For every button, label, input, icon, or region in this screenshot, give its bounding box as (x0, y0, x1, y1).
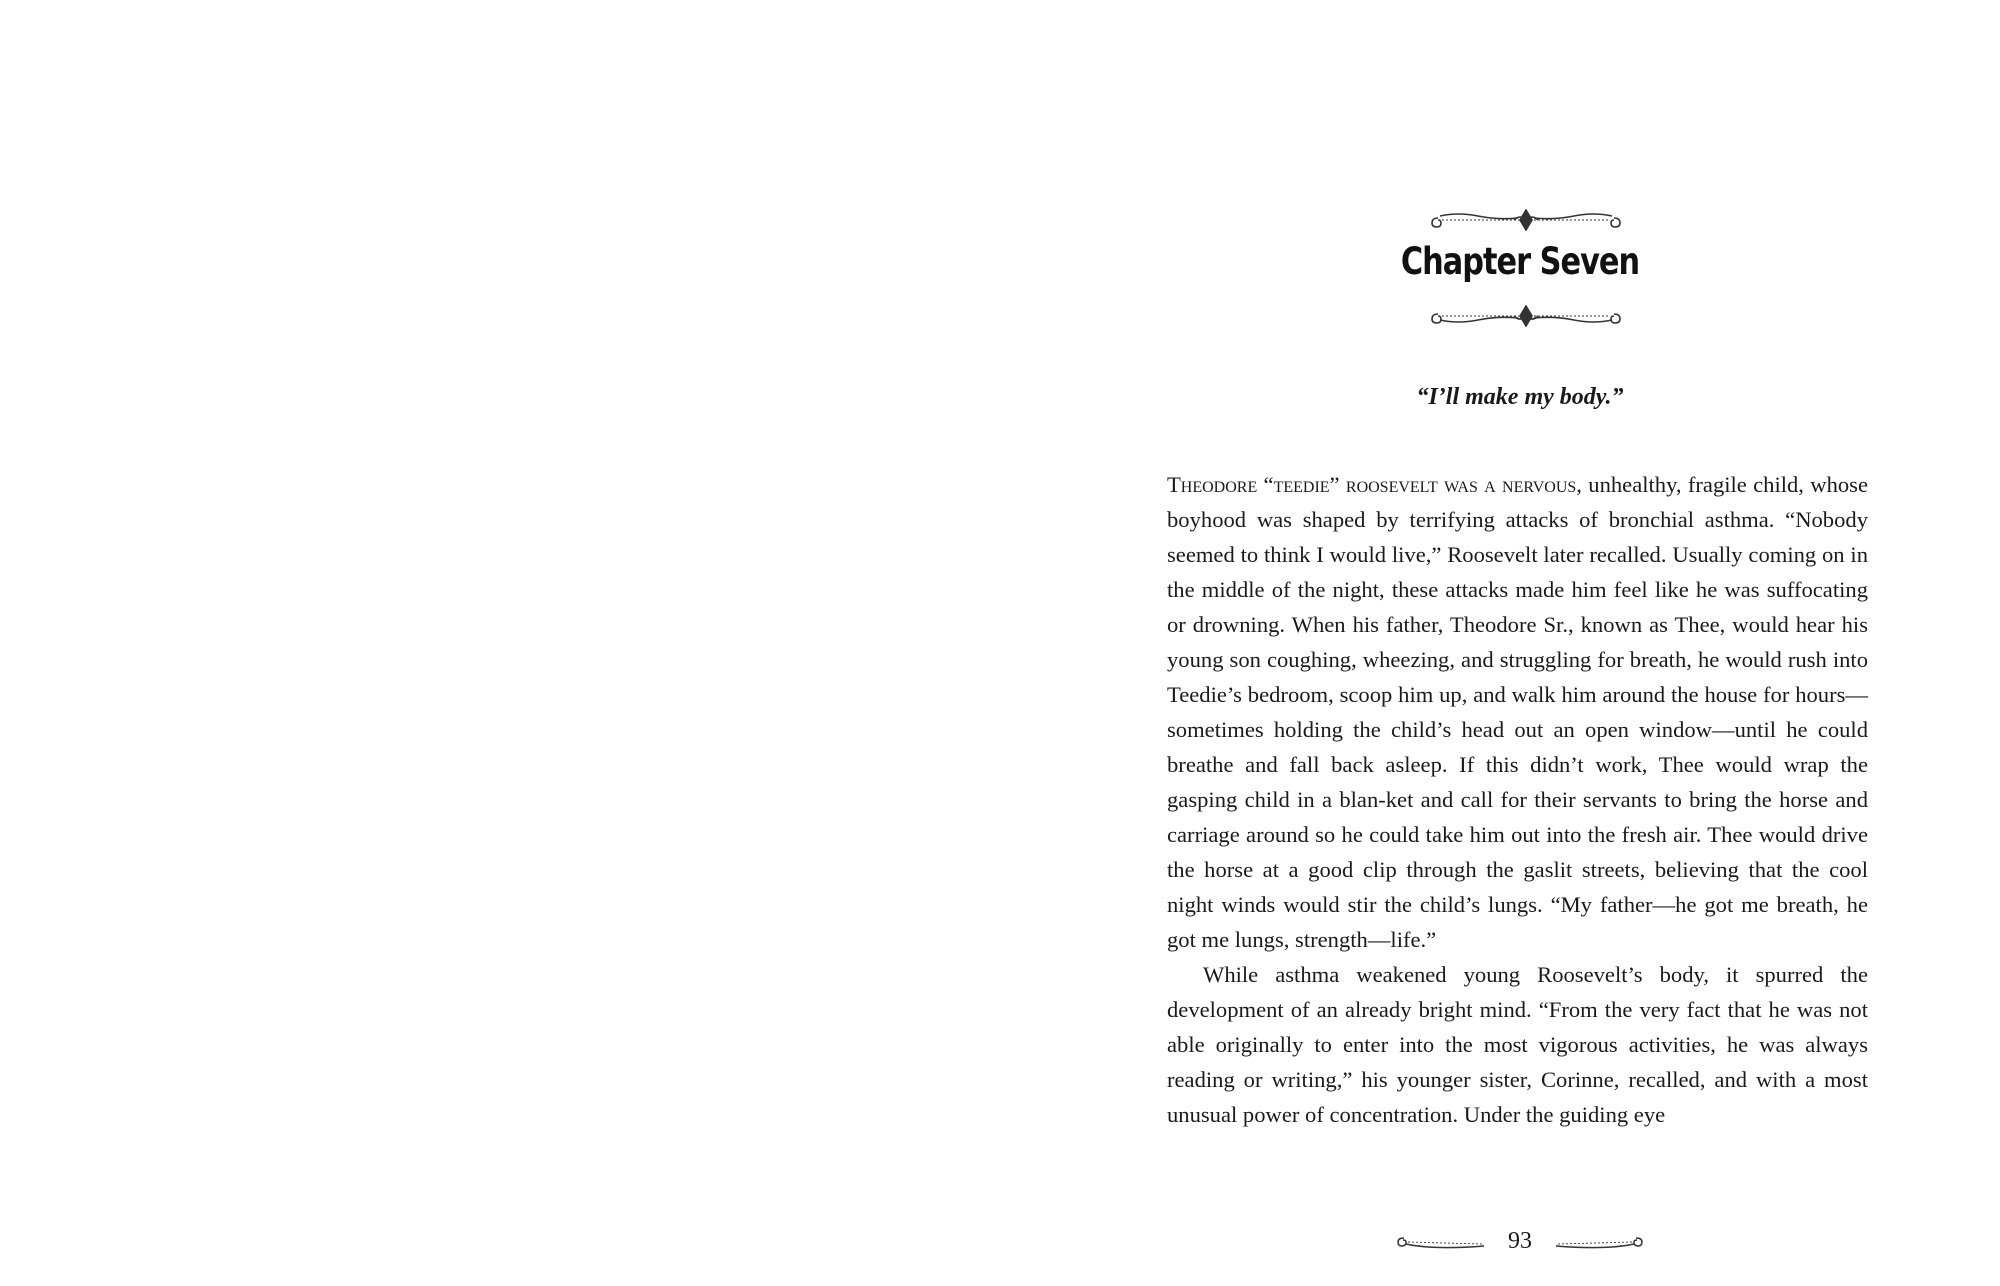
chapter-body (1167, 467, 1868, 1132)
paragraph-lead-in: Theodore “teedie” roosevelt was a nervous, (1167, 472, 1582, 497)
chapter-top-ornament-icon (1428, 206, 1624, 234)
body-paragraph (1167, 467, 1868, 957)
paragraph-text: unhealthy, fragile child, whose boyhood was shaped by terrifying attacks of bronchial asthma. “Nobody seemed to think I would live,” Roosevelt later recalled. Usually coming on in the middle of the night, these attacks made him feel like he was suffocating or drowning. When his father, Theodore Sr., known as Thee, would hear his young son coughing, wheezing, and struggling for breath, he would rush into Teedie’s bedroom, scoop him up, and walk him around the house for hours—sometimes holding the child’s head out an open window—until he could breathe and fall back asleep. If this didn’t work, Thee would wrap the gasping child in a blan-ket and call for their servants to bring the horse and carriage around so he could take him out into the fresh air. Thee would drive the horse at a good clip through the gaslit streets, believing that the cool night winds would stir the child’s lungs. “My father—he got me breath, he got me lungs, strength—life.” (1167, 472, 1869, 952)
body-paragraph: While asthma weakened young Roosevelt’s body, it spurred the development of an already bright mind. “From the very fact that he was not able originally to enter into the most vigorous activities, he was always reading or writing,” his younger sister, Corinne, recalled, and with a most unusual power of concentration. Under the guiding eye (1167, 962, 1868, 1127)
chapter-epigraph: “I’ll make my body.” (1416, 384, 1624, 410)
chapter-title: Chapter Seven (1400, 240, 1640, 283)
footer-right-flourish-icon (1552, 1232, 1646, 1254)
page-footer (1390, 1226, 1650, 1260)
chapter-bottom-ornament-icon (1428, 302, 1624, 330)
page-number: 93 (1508, 1228, 1532, 1254)
